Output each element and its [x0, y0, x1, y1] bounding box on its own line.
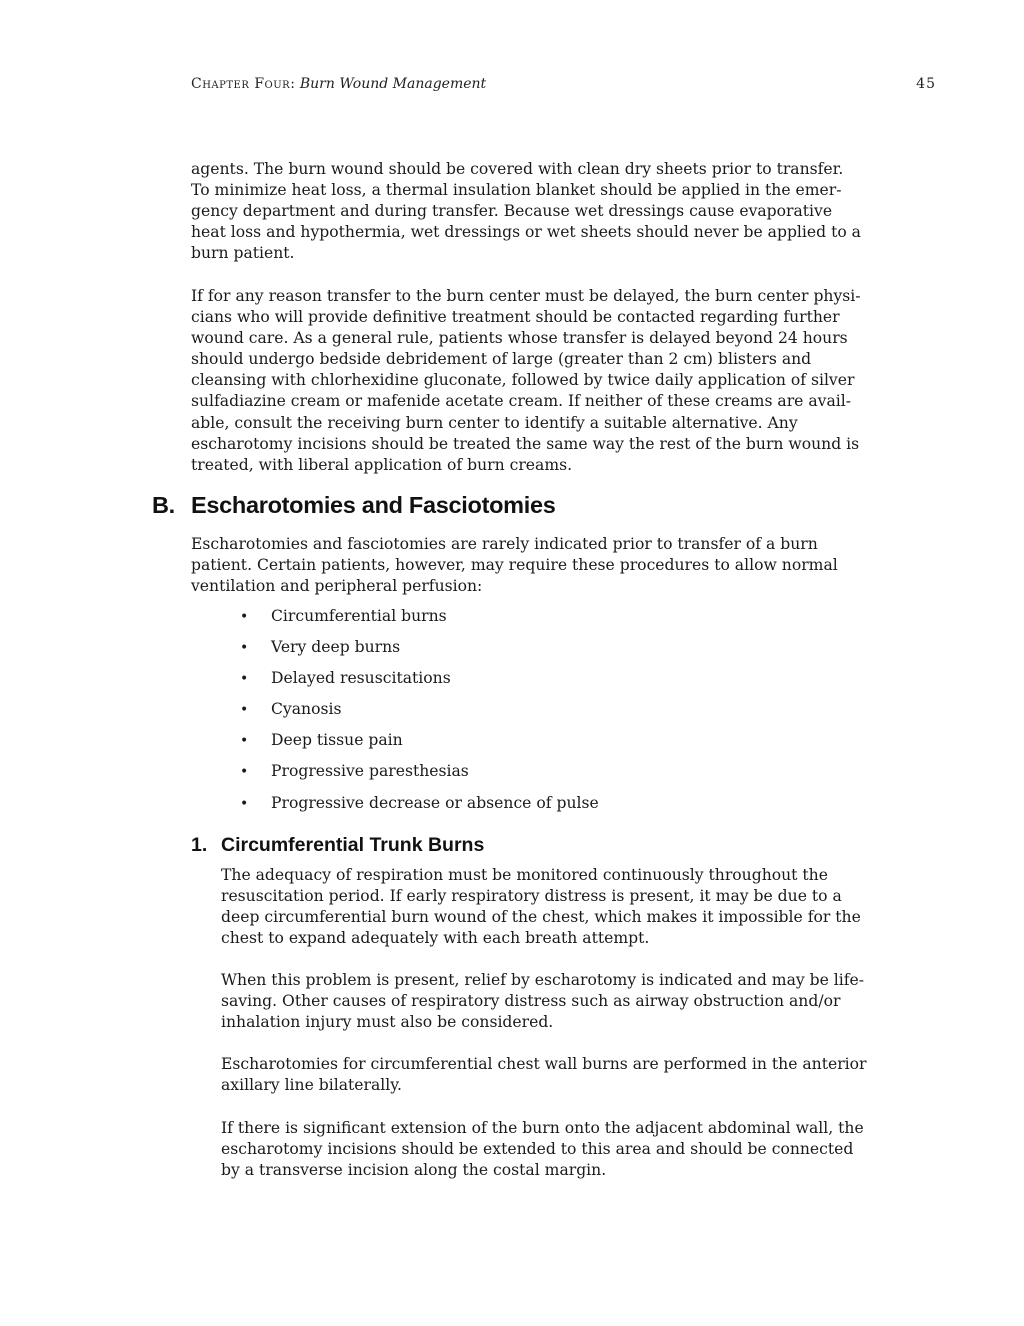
bullet-marker: •	[240, 671, 249, 688]
text-line: If there is significant extension of the burn onto the adjacent abdominal wall, the	[221, 1119, 864, 1137]
text-line: Escharotomies and fasciotomies are rarely indicated prior to transfer of a burn	[191, 535, 818, 553]
text-line: The adequacy of respiration must be monitored continuously throughout the	[221, 866, 828, 884]
chapter-label: Chapter Four:	[191, 76, 296, 92]
text-line: escharotomy incisions should be treated the same way the rest of the burn wound is	[191, 434, 860, 453]
list-item	[240, 793, 599, 824]
bullet-marker: •	[240, 640, 249, 657]
text-line: deep circumferential burn wound of the chest, which makes it impossible for the	[221, 908, 861, 927]
list-item-text: Cyanosis	[271, 700, 342, 719]
list-item-text: Circumferential burns	[271, 607, 447, 625]
indications-list	[240, 606, 599, 824]
running-header	[191, 76, 936, 92]
text-line: saving. Other causes of respiratory distress such as airway obstruction and/or	[221, 992, 841, 1011]
text-line: axillary line bilaterally.	[221, 1076, 402, 1095]
bullet-marker: •	[240, 733, 249, 750]
list-item	[240, 699, 599, 730]
list-item-text: Delayed resuscitations	[271, 669, 451, 688]
list-item-text: Very deep burns	[271, 638, 401, 657]
subsection-1-paragraph	[221, 970, 936, 1033]
text-line: If for any reason transfer to the burn center must be delayed, the burn center physi-	[191, 287, 861, 305]
bullet-marker: •	[240, 702, 249, 719]
text-line: ventilation and peripheral perfusion:	[191, 577, 483, 596]
text-line: resuscitation period. If early respiratory distress is present, it may be due to a	[221, 887, 842, 906]
section-b-intro	[191, 534, 936, 597]
list-item	[240, 637, 599, 668]
list-item-text: Progressive paresthesias	[271, 762, 469, 781]
text-line: heat loss and hypothermia, wet dressings or wet sheets should never be applied to a	[191, 223, 861, 242]
text-line: treated, with liberal application of burn creams.	[191, 455, 573, 474]
text-line: patient. Certain patients, however, may require these procedures to allow normal	[191, 556, 838, 575]
list-item	[240, 668, 599, 699]
text-line: When this problem is present, relief by escharotomy is indicated and may be life-	[221, 971, 865, 989]
text-line: chest to expand adequately with each breath attempt.	[221, 929, 650, 948]
text-line: inhalation injury must also be considered.	[221, 1013, 554, 1032]
list-item-text: Deep tissue pain	[271, 731, 403, 750]
text-line: Escharotomies for circumferential chest wall burns are performed in the anterior	[221, 1055, 867, 1073]
text-line: cians who will provide definitive treatment should be contacted regarding further	[191, 308, 840, 327]
section-b-heading	[152, 492, 556, 519]
subsection-1-paragraph	[221, 865, 936, 949]
chapter-title: Burn Wound Management	[299, 76, 487, 92]
subsection-number: 1.	[191, 834, 208, 856]
bullet-marker: •	[240, 795, 249, 812]
bullet-marker: •	[240, 764, 249, 781]
list-item	[240, 730, 599, 761]
section-title: Escharotomies and Fasciotomies	[191, 492, 556, 518]
list-item	[240, 761, 599, 792]
text-line: escharotomy incisions should be extended to this area and should be connected	[221, 1140, 854, 1159]
text-line: agents. The burn wound should be covered with clean dry sheets prior to transfer.	[191, 160, 844, 178]
text-line: To minimize heat loss, a thermal insulation blanket should be applied in the emer-	[191, 181, 842, 200]
section-letter: B.	[152, 492, 175, 518]
subsection-1-paragraph	[221, 1118, 936, 1181]
intro-paragraph-1	[191, 159, 936, 264]
list-item	[240, 606, 599, 637]
intro-paragraph-2	[191, 286, 936, 476]
list-item-text: Progressive decrease or absence of pulse	[271, 793, 599, 812]
text-line: wound care. As a general rule, patients whose transfer is delayed beyond 24 hours	[191, 329, 848, 348]
text-line: gency department and during transfer. Because wet dressings cause evaporative	[191, 202, 833, 221]
text-line: burn patient.	[191, 244, 295, 263]
subsection-1-heading	[191, 834, 484, 857]
text-line: able, consult the receiving burn center to identify a suitable alternative. Any	[191, 413, 798, 432]
text-line: cleansing with chlorhexidine gluconate, followed by twice daily application of silver	[191, 371, 855, 390]
text-line: by a transverse incision along the costal margin.	[221, 1161, 607, 1180]
text-line: should undergo bedside debridement of large (greater than 2 cm) blisters and	[191, 350, 812, 369]
subsection-title: Circumferential Trunk Burns	[221, 834, 485, 856]
page-number: 45	[916, 76, 936, 92]
bullet-marker: •	[240, 609, 249, 625]
subsection-1-paragraph	[221, 1054, 936, 1096]
text-line: sulfadiazine cream or mafenide acetate cream. If neither of these creams are avail-	[191, 392, 852, 411]
